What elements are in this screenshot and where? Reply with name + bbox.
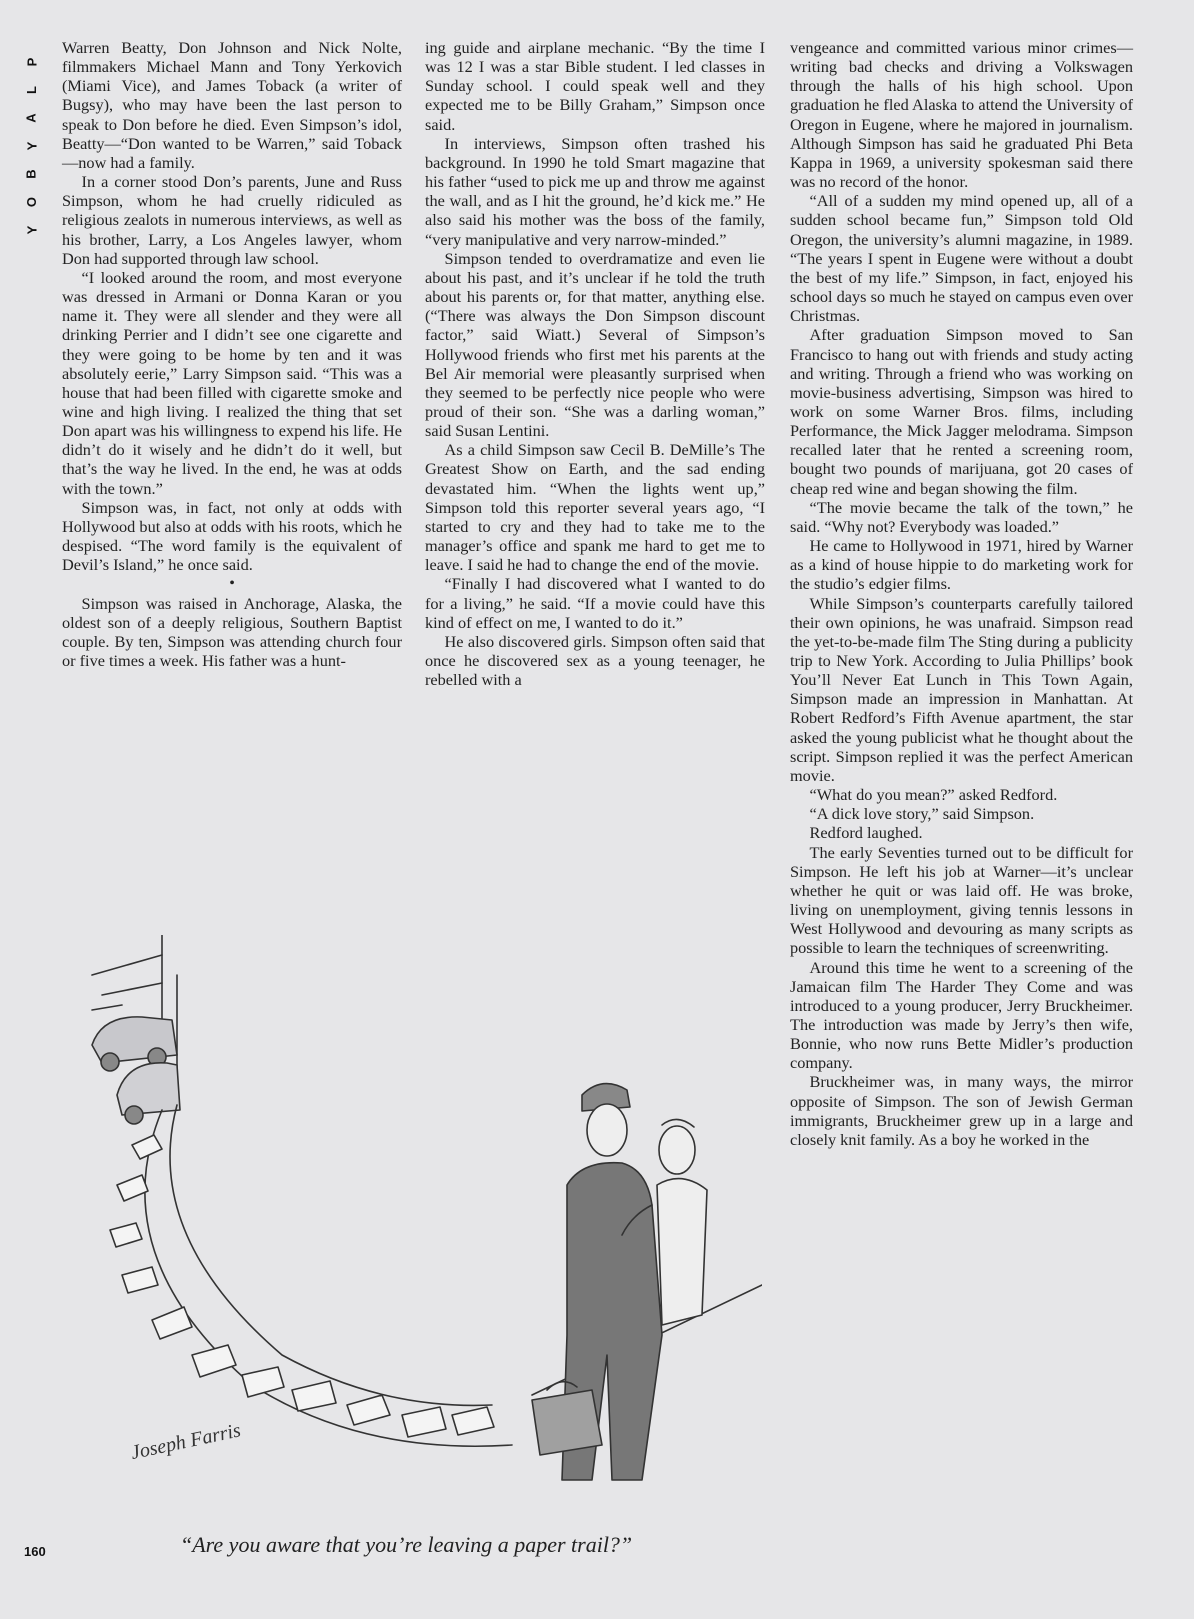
cartoon-signature: Joseph Farris (128, 1419, 243, 1465)
paragraph: ing guide and airplane mechanic. “By the time I was 12 I was a star Bible student. I led classes in Sunday school. I could speak well and they expected me to be Billy Graham,” Simpson once said. (425, 38, 765, 134)
paragraph: In a corner stood Don’s parents, June and Russ Simpson, whom he had cruelly ridiculed as religious zealots in numerous interviews, as well as his brother, Larry, a Los Angeles lawyer, whom Don had supported through law school. (62, 172, 402, 268)
running-head-letter: A (23, 113, 39, 123)
paragraph: Around this time he went to a screening of the Jamaican film The Harder They Come and was introduced to a young producer, Jerry Bruckheimer. The introduction was made by Jerry’s then wife, Bonnie, who now runs Bette Midler’s production company. (790, 957, 1133, 1073)
paragraph: “I looked around the room, and most everyone was dressed in Armani or Donna Karan or you name it. They were all slender and they were all drinking Perrier and I didn’t see one cigarette and they were going to be home by ten and it was absolutely eerie,” Larry Simpson said. “This was a house that had been filled with cigarette smoke and wine and high living. I realized the thing that set Don apart was his willingness to expend his life. He didn’t do it wisely and he didn’t do it well, but that’s the way he lived. In the end, he was at odds with the town.” (62, 267, 402, 498)
article-column-1 (62, 38, 402, 670)
section-break-bullet: • (229, 575, 235, 593)
paragraph: He came to Hollywood in 1971, hired by Warner as a kind of house hippie to do marketing work for the studio’s edgier films. (790, 536, 1133, 594)
running-head-letter: L (23, 86, 39, 94)
page-number: 160 (24, 1544, 46, 1559)
running-head-letter: Y (23, 141, 39, 151)
article-column-2 (425, 38, 765, 689)
paragraph: While Simpson’s counterparts carefully tailored their own opinions, he was unafraid. Simpson read the yet-to-be-made film The Sting during a publicity trip to New York. According to Julia Phillips’ book You’ll Never Eat Lunch in This Town Again, Simpson made an impression in Manhattan. At Robert Redford’s Fifth Avenue apartment, the star asked the young publicist what he thought about the script. Simpson replied it was the perfect American movie. (790, 593, 1133, 785)
cartoon-caption: “Are you aware that you’re leaving a paper trail?” (180, 1532, 633, 1557)
paragraph: He also discovered girls. Simpson often said that once he discovered sex as a young teenager, he rebelled with a (425, 631, 765, 690)
paragraph: vengeance and committed various minor crimes—writing bad checks and driving a Volkswagen through the halls of his high school. Upon graduation he fled Alaska to attend the University of Oregon in Eugene, where he majored in journalism. Although Simpson has said he graduated Phi Beta Kappa in 1969, a university spokesman said there was no record of the honor. (790, 38, 1133, 192)
paragraph: Redford laughed. (809, 823, 923, 843)
running-head (22, 48, 42, 244)
running-head-letter: P (23, 57, 39, 67)
paragraph: “A dick love story,” said Simpson. (809, 804, 1035, 824)
cartoon-illustration (62, 935, 762, 1510)
paragraph: Simpson was raised in Anchorage, Alaska, the oldest son of a deeply religious, Southern Baptist couple. By ten, Simpson was attending church four or five times a week. His father was a hunt- (62, 593, 402, 670)
paragraph: “What do you mean?” asked Redford. (809, 785, 1058, 805)
paragraph: “All of a sudden my mind opened up, all of a sudden school became fun,” Simpson told Old Oregon, the university’s alumni magazine, in 1989. “The years I spent in Eugene were without a doubt the best of my life.” Simpson, in fact, enjoyed his school days so much he stayed on campus even over Christmas. (790, 191, 1133, 326)
running-head-letter: B (23, 169, 39, 179)
paragraph: Bruckheimer was, in many ways, the mirror opposite of Simpson. The son of Jewish German immigrants, Bruckheimer grew up in a large and closely knit family. As a boy he worked in the (790, 1072, 1133, 1149)
paragraph: “Finally I had discovered what I wanted to do for a living,” he said. “If a movie could have this kind of effect on me, I wanted to do it.” (425, 574, 765, 632)
paragraph: Simpson tended to overdramatize and even lie about his past, and it’s unclear if he told the truth about his parents or, for that matter, anything else. (“There was always the Don Simpson discount factor,” said Wiatt.) Several of Simpson’s Hollywood friends who first met his parents at the Bel Air memorial were pleasantly surprised when they seemed to be perfectly nice people who were proud of their son. “She was a darling woman,” said Susan Lentini. (425, 248, 765, 441)
running-head-letter: Y (23, 225, 39, 235)
running-head-letter: O (24, 196, 39, 208)
paragraph: In interviews, Simpson often trashed his background. In 1990 he told Smart magazine that his father “used to pick me up and throw me against the wall, and as I hit the ground, he’d kick me.” He also said his mother was the boss of the family, “very manipulative and very narrow-minded.” (425, 133, 765, 249)
paragraph: Warren Beatty, Don Johnson and Nick Nolte, filmmakers Michael Mann and Tony Yerkovich (Miami Vice), and James Toback (a writer of Bugsy), who may have been the last person to speak to Don before he died. Even Simpson’s idol, Beatty—“Don wanted to be Warren,” said Toback—now had a family. (62, 38, 402, 172)
paragraph: As a child Simpson saw Cecil B. DeMille’s The Greatest Show on Earth, and the sad ending devastated him. “When the lights went up,” Simpson told this reporter several years ago, “I started to cry and they had to take me to the manager’s office and spank me hard to get me to leave. I said he had to change the end of the movie. (425, 440, 765, 575)
paragraph: “The movie became the talk of the town,” he said. “Why not? Everybody was loaded.” (790, 497, 1133, 536)
paragraph: After graduation Simpson moved to San Francisco to hang out with friends and study acting and writing. Through a friend who was working on movie-business advertising, Simpson was hired to work on some Warner Bros. films, including Performance, the Mick Jagger melodrama. Simpson recalled later that he rented a screening room, bought two pounds of marijuana, got 20 cases of cheap red wine and began showing the film. (790, 325, 1133, 498)
paragraph: The early Seventies turned out to be difficult for Simpson. He left his job at Warner—it’s unclear whether he quit or was laid off. He was broke, living on unemployment, giving tennis lessons in West Hollywood and devouring as many scripts as possible to learn the techniques of screenwriting. (790, 842, 1133, 958)
article-column-3 (790, 38, 1133, 1149)
paragraph: Simpson was, in fact, not only at odds with Hollywood but also at odds with his roots, which he despised. “The word family is the equivalent of Devil’s Island,” he once said. (62, 497, 402, 575)
